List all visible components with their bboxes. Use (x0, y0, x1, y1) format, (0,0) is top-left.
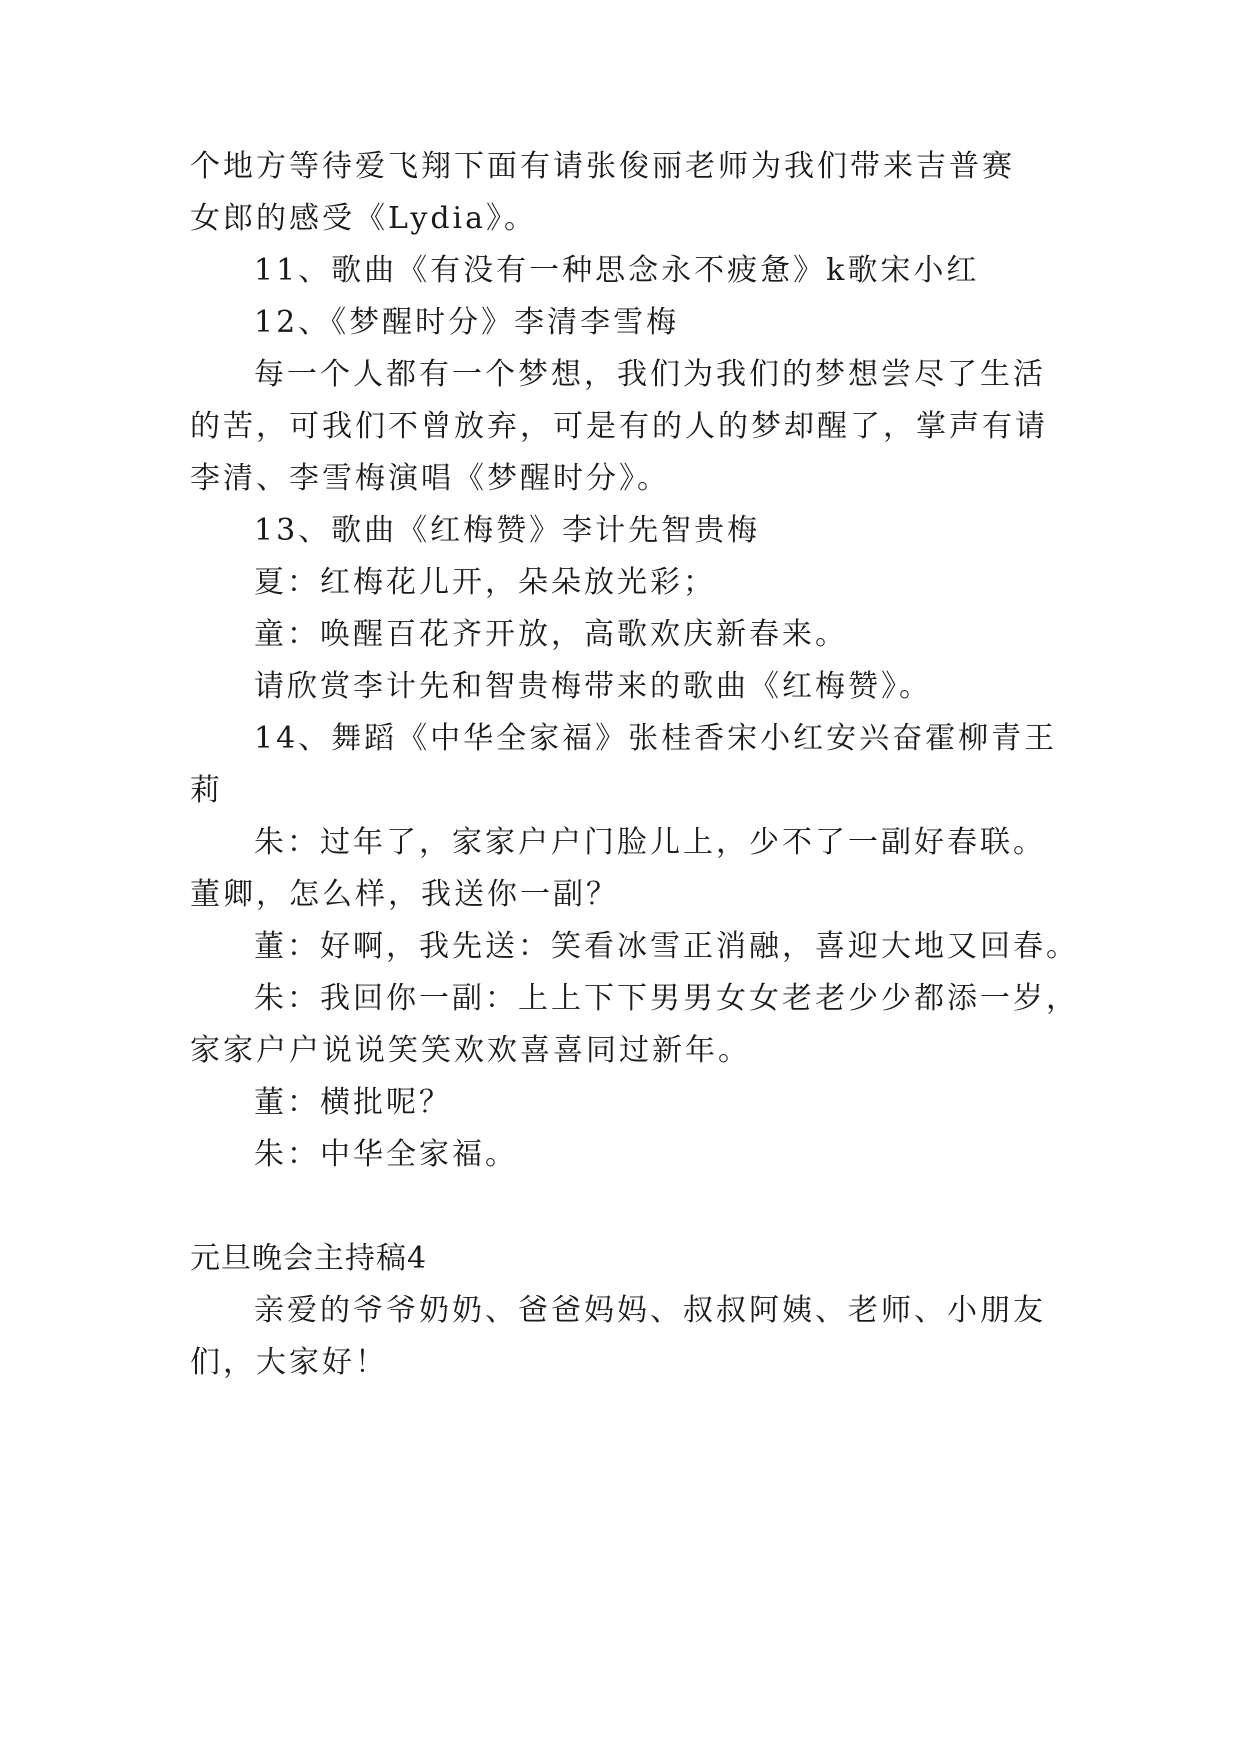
paragraph-line: 李清、李雪梅演唱《梦醒时分》。 (190, 461, 670, 496)
program-item-13: 13、歌曲《红梅赞》李计先智贵梅 (254, 513, 761, 548)
program-item-12: 12、《梦醒时分》李清李雪梅 (254, 305, 680, 340)
paragraph-line: 每一个人都有一个梦想，我们为我们的梦想尝尽了生活 (254, 357, 1046, 392)
dialogue-line: 朱：中华全家福。 (254, 1137, 518, 1172)
paragraph-line: 个地方等待爱飞翔下面有请张俊丽老师为我们带来吉普赛 (190, 149, 1015, 184)
dialogue-line: 董：横批呢？ (254, 1085, 452, 1120)
paragraph-line: 莉 (190, 773, 223, 808)
paragraph-line: 亲爱的爷爷奶奶、爸爸妈妈、叔叔阿姨、老师、小朋友 (254, 1293, 1046, 1328)
program-item-11: 11、歌曲《有没有一种思念永不疲惫》k歌宋小红 (254, 253, 980, 288)
paragraph-line: 们，大家好！ (190, 1345, 388, 1380)
dialogue-line: 朱：过年了，家家户户门脸儿上，少不了一副好春联。 (254, 825, 1046, 860)
paragraph-line: 的苦，可我们不曾放弃，可是有的人的梦却醒了，掌声有请 (190, 409, 1048, 444)
paragraph-line: 女郎的感受《Lydia》。 (190, 201, 538, 236)
program-item-14: 14、舞蹈《中华全家福》张桂香宋小红安兴奋霍柳青王 (254, 721, 1058, 756)
dialogue-line: 夏：红梅花儿开，朵朵放光彩； (254, 565, 716, 600)
dialogue-line: 童：唤醒百花齐开放，高歌欢庆新春来。 (254, 617, 848, 652)
dialogue-line: 朱：我回你一副：上上下下男男女女老老少少都添一岁， (254, 981, 1079, 1016)
dialogue-line: 家家户户说说笑笑欢欢喜喜同过新年。 (190, 1033, 751, 1068)
dialogue-line: 董：好啊，我先送：笑看冰雪正消融，喜迎大地又回春。 (254, 929, 1079, 964)
dialogue-line: 董卿，怎么样，我送你一副？ (190, 877, 619, 912)
section-heading: 元旦晚会主持稿4 (190, 1241, 428, 1276)
paragraph-line: 请欣赏李计先和智贵梅带来的歌曲《红梅赞》。 (254, 669, 932, 704)
